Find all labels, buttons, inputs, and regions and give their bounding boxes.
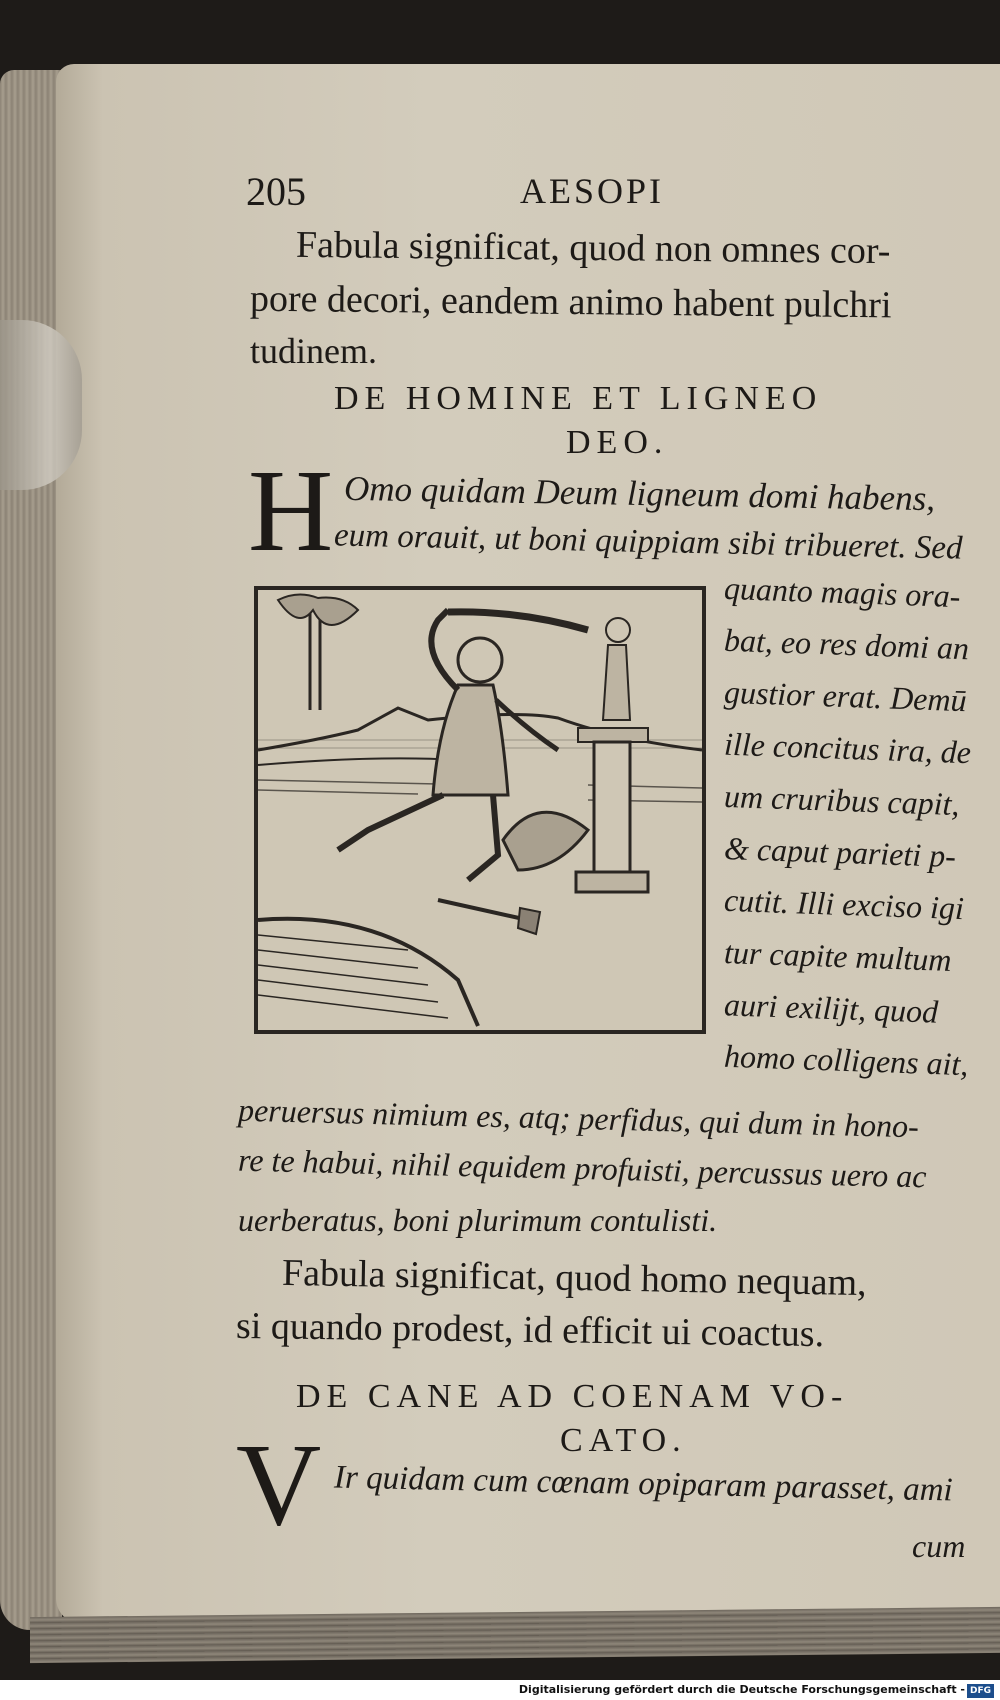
text-line: & caput parieti p- — [723, 829, 957, 875]
woodcut-svg — [258, 590, 702, 1030]
running-head: AESOPI — [520, 171, 665, 211]
page-number: 205 — [246, 169, 306, 214]
text-line: um cruribus capit, — [723, 777, 961, 823]
text-line: bat, eo res domi an — [723, 621, 970, 667]
fable-title: DEO. — [566, 424, 669, 461]
drop-cap: V — [236, 1419, 322, 1550]
catchword: cum — [912, 1528, 966, 1564]
dfg-logo: DFG — [967, 1684, 994, 1698]
text-line: re te habui, nihil equidem profuisti, percussus uero ac — [237, 1141, 927, 1195]
text-line: Omo quidam Deum ligneum domi habens, — [343, 468, 936, 519]
footer-text: Digitalisierung gefördert durch die Deutsche Forschungsgemeinschaft - — [518, 1683, 965, 1696]
text-line: Fabula significat, quod non omnes cor- — [295, 223, 891, 273]
text-line: auri exilijt, quod — [723, 986, 939, 1030]
text-line: gustior erat. Demū — [723, 673, 968, 719]
text-line: tur capite multum — [723, 934, 953, 978]
text-line: quanto magis ora- — [723, 569, 962, 615]
text-line: homo colligens ait, — [723, 1037, 969, 1083]
text-line: tudinem. — [250, 331, 377, 371]
text-line: pore decori, eandem animo habent pulchri — [249, 277, 892, 327]
digitization-footer — [0, 1680, 1000, 1700]
fable-title: DE HOMINE ET LIGNEO — [334, 380, 823, 417]
text-line: si quando prodest, id efficit ui coactus. — [235, 1304, 825, 1356]
book-bottom-edge — [30, 1607, 1000, 1663]
text-line: Fabula significat, quod homo nequam, — [281, 1251, 868, 1305]
text-line: cutit. Illi exciso igi — [723, 881, 965, 927]
book-page-edges — [0, 70, 62, 1630]
text-line: uerberatus, boni plurimum contulisti. — [238, 1202, 718, 1238]
drop-cap: H — [248, 445, 334, 576]
book-clip — [0, 320, 82, 490]
text-line: eum orauit, ut boni quippiam sibi tribueret. Sed — [333, 517, 963, 567]
text-line: Ir quidam cum cœnam opiparam parasset, ami — [333, 1459, 954, 1509]
fable-title: DE CANE AD COENAM VO- — [296, 1378, 849, 1415]
woodcut-illustration — [254, 586, 706, 1034]
text-line: ille concitus ira, de — [723, 725, 972, 771]
fable-title: CATO. — [560, 1422, 687, 1459]
text-line: peruersus nimium es, atq; perfidus, qui dum in hono- — [237, 1091, 920, 1145]
